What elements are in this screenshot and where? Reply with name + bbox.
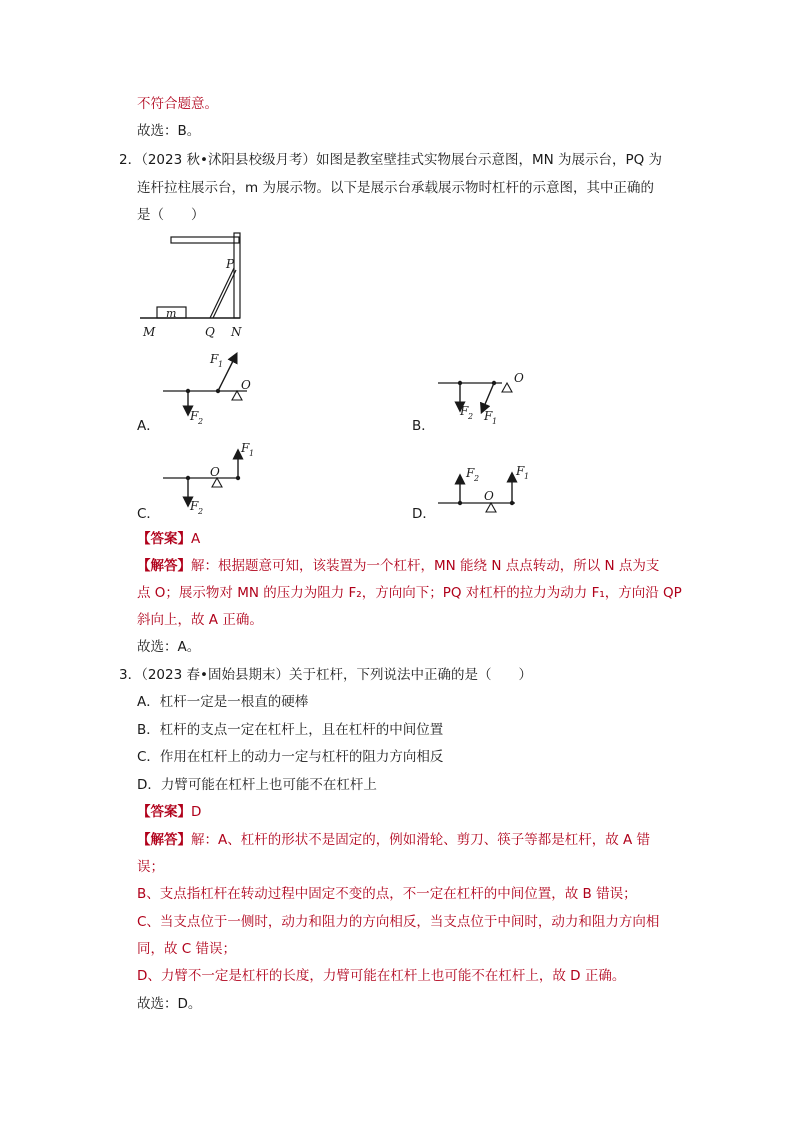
q2-stem-line2: 连杆拉柱展示台，m 为展示物。以下是展示台承载展示物时杠杆的示意图，其中正确的: [137, 180, 654, 196]
svg-text:O: O: [484, 489, 494, 503]
svg-text:2: 2: [198, 417, 204, 425]
svg-text:F: F: [210, 352, 219, 366]
q3-analysis-line2: 误；: [137, 859, 164, 875]
option-d-diagram: [430, 455, 550, 525]
q2-analysis-line3: 斜向上，故 A 正确。: [137, 612, 263, 628]
q2-answer: [137, 529, 200, 549]
q2-stem-line1: 2．（2023 秋•沭阳县校级月考）如图是教室壁挂式实物展台示意图，MN 为展示台，PQ 为: [119, 152, 663, 168]
analysis-label: 【解答】: [137, 558, 191, 574]
svg-text:2: 2: [468, 412, 474, 421]
analysis-label: 【解答】: [137, 832, 191, 848]
option-c-label: C．: [137, 506, 160, 522]
option-d-label: D．: [412, 506, 436, 522]
q3-option-c: C．作用在杠杆上的动力一定与杠杆的阻力方向相反: [137, 749, 444, 765]
q2-analysis-line1: 【解答】解：根据题意可知，该装置为一个杠杆，MN 能绕 N 点点转动，所以 N 点为支: [137, 558, 660, 574]
label-Q: Q: [205, 325, 215, 339]
svg-text:O: O: [514, 371, 524, 385]
q2-choose: 故选：A。: [137, 639, 201, 655]
answer-label: 【答案】: [137, 804, 191, 820]
q3-option-d: D．力臂可能在杠杆上也可能不在杠杆上: [137, 777, 377, 793]
answer-label: 【答案】: [137, 531, 191, 547]
q3-option-b: B．杠杆的支点一定在杠杆上，且在杠杆的中间位置: [137, 722, 444, 738]
q3-answer: [137, 802, 201, 822]
svg-text:1: 1: [218, 360, 224, 369]
answer-value: A: [191, 531, 201, 547]
svg-text:1: 1: [492, 417, 498, 426]
svg-text:1: 1: [524, 472, 530, 481]
option-a-label: A．: [137, 418, 160, 434]
q3-option-a: A．杠杆一定是一根直的硬棒: [137, 694, 309, 710]
svg-text:1: 1: [249, 449, 255, 458]
q3-analysis-line4: C、当支点位于一侧时，动力和阻力的方向相反，当支点位于中间时，动力和阻力方向相: [137, 914, 660, 930]
option-b-diagram: [430, 365, 540, 430]
svg-text:F: F: [190, 499, 199, 513]
label-P: P: [226, 257, 235, 271]
q2-stem-line3: 是（ ）: [137, 207, 205, 223]
q3-analysis-line6: D、力臂不一定是杠杆的长度，力臂可能在杠杆上也可能不在杠杆上，故 D 正确。: [137, 968, 626, 984]
option-b-label: B．: [412, 418, 435, 434]
svg-text:2: 2: [474, 474, 480, 483]
prev-choose: 故选：B。: [137, 123, 201, 139]
q3-choose: 故选：D。: [137, 996, 202, 1012]
q2-analysis-line2: 点 O；展示物对 MN 的压力为阻力 F₂，方向向下；PQ 对杠杆的拉力为动力 F₁，方向沿 QP: [137, 585, 682, 601]
svg-text:O: O: [241, 378, 251, 392]
label-M: M: [143, 325, 156, 339]
svg-text:F: F: [190, 409, 199, 423]
option-c-diagram: [155, 440, 265, 520]
label-m: m: [166, 307, 177, 320]
prev-analysis-tail: 不符合题意。: [137, 96, 218, 112]
q3-analysis-line1: 【解答】解：A、杠杆的形状不是固定的，例如滑轮、剪刀、筷子等都是杠杆，故 A 错: [137, 832, 651, 848]
q3-analysis-line3: B、支点指杠杆在转动过程中固定不变的点，不一定在杠杆的中间位置，故 B 错误；: [137, 886, 637, 902]
svg-text:F: F: [516, 464, 525, 478]
svg-text:F: F: [466, 466, 475, 480]
q3-analysis-line5: 同，故 C 错误；: [137, 941, 237, 957]
svg-text:F: F: [484, 409, 493, 423]
svg-text:O: O: [210, 465, 220, 479]
option-a-diagram: [155, 345, 265, 425]
svg-text:F: F: [460, 404, 469, 418]
svg-text:2: 2: [198, 507, 204, 516]
svg-text:F: F: [241, 441, 250, 455]
answer-value: D: [191, 804, 202, 820]
label-N: N: [231, 325, 242, 339]
q3-stem: 3．（2023 春•固始县期末）关于杠杆，下列说法中正确的是（ ）: [119, 667, 532, 683]
display-stand-diagram: [135, 228, 255, 343]
